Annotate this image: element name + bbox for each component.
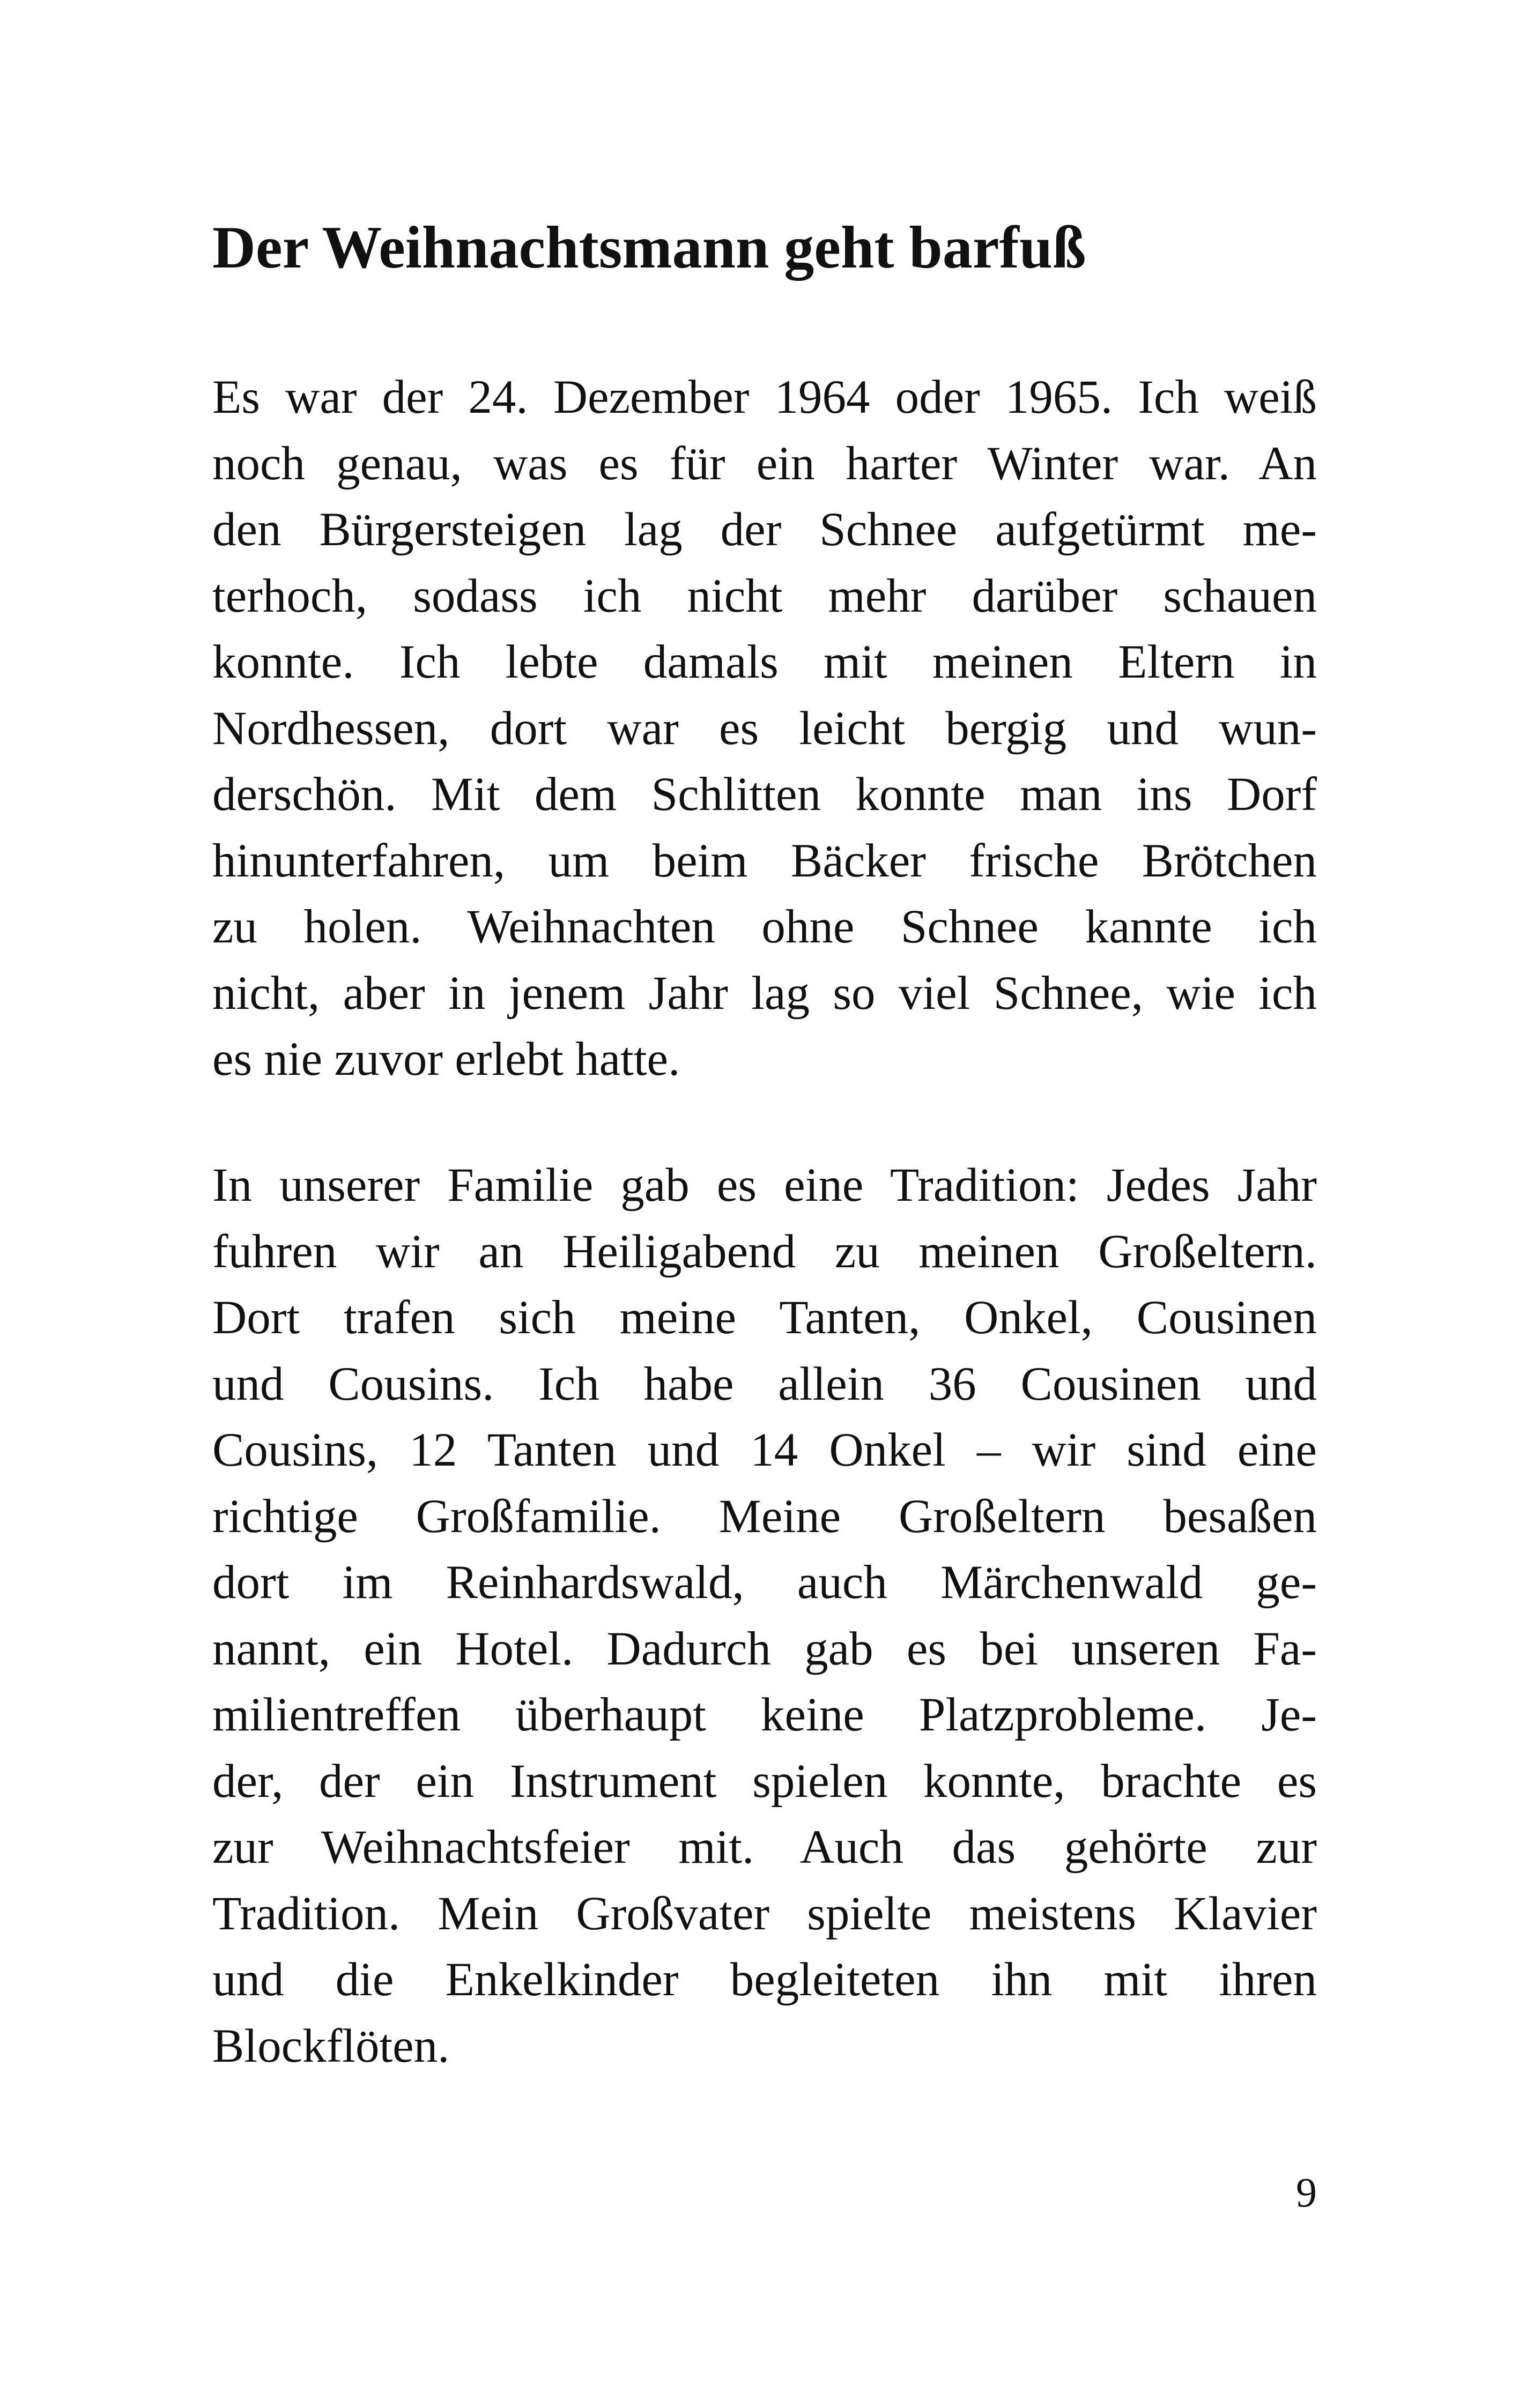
chapter-title: Der Weihnachtsmann geht barfuß — [212, 214, 1086, 281]
text-line: hinunterfahren, um beim Bäcker frische Brötchen — [212, 834, 1317, 887]
text-line: es nie zuvor erlebt hatte. — [212, 1033, 680, 1086]
text-line: Cousins, 12 Tanten und 14 Onkel – wir sind eine — [212, 1424, 1317, 1476]
text-line: und Cousins. Ich habe allein 36 Cousinen und — [212, 1357, 1317, 1410]
text-line: zu holen. Weihnachten ohne Schnee kannte ich — [212, 901, 1317, 953]
paragraph — [212, 365, 1317, 1093]
text-line: milientreffen überhaupt keine Platzprobleme. Je- — [212, 1689, 1317, 1741]
text-line: richtige Großfamilie. Meine Großeltern besaßen — [212, 1490, 1317, 1543]
text-line: derschön. Mit dem Schlitten konnte man ins Dorf — [212, 768, 1317, 821]
text-line: Dort trafen sich meine Tanten, Onkel, Cousinen — [212, 1291, 1317, 1344]
paragraph — [212, 1153, 1317, 2079]
text-line: terhoch, sodass ich nicht mehr darüber schauen — [212, 569, 1317, 622]
text-line: In unserer Familie gab es eine Tradition: Jedes Jahr — [212, 1159, 1317, 1212]
text-line: Es war der 24. Dezember 1964 oder 1965. Ich weiß — [212, 371, 1317, 423]
text-line: konnte. Ich lebte damals mit meinen Eltern in — [212, 636, 1317, 688]
text-line: der, der ein Instrument spielen konnte, brachte es — [212, 1755, 1317, 1808]
text-line: Blockflöten. — [212, 2019, 450, 2072]
text-line: fuhren wir an Heiligabend zu meinen Großeltern. — [212, 1225, 1317, 1278]
text-line: den Bürgersteigen lag der Schnee aufgetürmt me- — [212, 503, 1317, 556]
text-line: und die Enkelkinder begleiteten ihn mit ihren — [212, 1953, 1317, 2006]
page-number: 9 — [1296, 2169, 1317, 2216]
text-line: Tradition. Mein Großvater spielte meistens Klavier — [212, 1887, 1317, 1940]
text-line: noch genau, was es für ein harter Winter war. An — [212, 437, 1317, 490]
text-line: Nordhessen, dort war es leicht bergig und wun- — [212, 702, 1317, 755]
text-line: nannt, ein Hotel. Dadurch gab es bei unseren Fa- — [212, 1622, 1317, 1675]
text-line: zur Weihnachtsfeier mit. Auch das gehörte zur — [212, 1821, 1317, 1874]
text-line: dort im Reinhardswald, auch Märchenwald ge- — [212, 1556, 1317, 1609]
text-line: nicht, aber in jenem Jahr lag so viel Schnee, wie ich — [212, 967, 1317, 1020]
